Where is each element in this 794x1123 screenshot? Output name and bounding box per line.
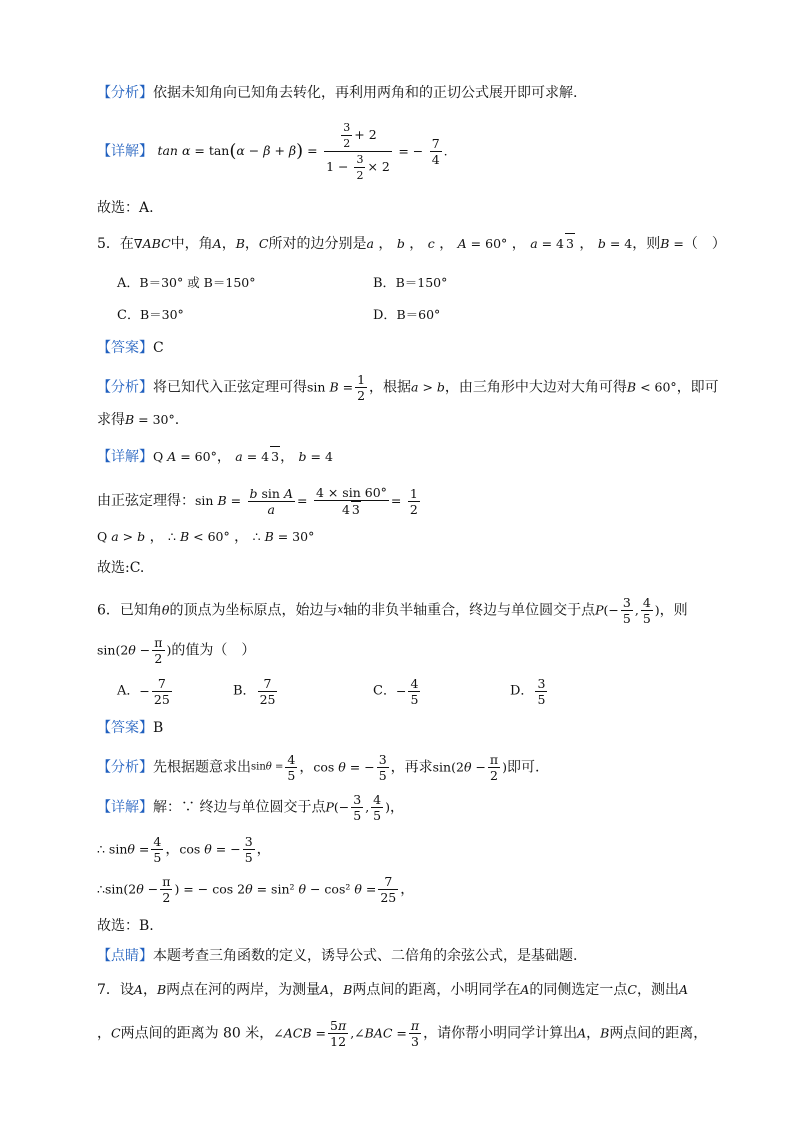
- q5-analysis-line-2: 求得B = 30°.: [97, 412, 180, 428]
- answer-tag: 【答案】: [97, 340, 153, 356]
- q7-stem-1: 7．设A，B两点在河的两岸，为测量A，B两点间的距离，小明同学在A的同侧选定一点C，测出A: [97, 982, 688, 998]
- q5-conclusion: Q a > b ， ∴ B < 60° ， ∴ B = 30°: [97, 529, 315, 545]
- q6-option-b[interactable]: B． $\frac{7}{25}$: [233, 676, 276, 707]
- q5-option-b[interactable]: B．B＝150°: [373, 275, 448, 291]
- prev-detail-line: 【详解】 tan α = tan(α − β + β) = $\frac{3}{2}$ + 2 1 − $\frac{3}{2}$ × 2 = − $\frac{7}{4}$ .: [97, 121, 448, 182]
- q6-result: 故选：B.: [97, 918, 154, 934]
- q6-detail-line: 【详解】解：∵ 终边与单位圆交于点P(− $\frac{3}{5}$ , $\frac{4}{5}$ )，: [97, 792, 405, 823]
- analysis-tag: 【分析】: [97, 85, 153, 101]
- q6-option-c[interactable]: C．− $\frac{4}{5}$: [373, 676, 419, 707]
- q5-sine-rule: 由正弦定理得：sin B = $\frac{\text{b sin A}}{a}$ = $\frac{4 \times \sin 60^\circ}{4 3}$ = $\frac{1}{2}$: [97, 485, 418, 517]
- q5-answer-line: [97, 338, 164, 358]
- q5-option-d[interactable]: D．B＝60°: [373, 307, 441, 323]
- q5-stem: 5．在∇ABC中，角A，B，C所对的边分别是a ， b ， c ， A = 60° ， a = 4 3 ， b = 4，则B =（ ）: [97, 233, 726, 254]
- q6-stem: 6．已知角θ的顶点为坐标原点，始边与x轴的非负半轴重合，终边与单位圆交于点P(− $\frac{3}{5}$ , $\frac{4}{5}$ )，则: [97, 595, 688, 626]
- q5-option-c[interactable]: C．B＝30°: [117, 307, 184, 323]
- q6-option-d[interactable]: D． $\frac{3}{5}$: [510, 676, 546, 707]
- q7-stem-2: ，C两点间的距离为 80 米，∠ACB = $\frac{5\pi}{12}$ ,∠BAC = $\frac{\pi}{3}$ ，请你帮小明同学计算出A，B两点间的距离，: [97, 1018, 708, 1049]
- q6-answer: B: [153, 720, 164, 736]
- q5-answer: C: [153, 340, 164, 356]
- detail-tag: 【详解】: [97, 143, 153, 160]
- q6-comment-line: 【点睛】本题考查三角函数的定义，诱导公式、二倍角的余弦公式，是基础题.: [97, 948, 578, 964]
- tan-formula: tan α = tan(α − β + β) =: [157, 140, 318, 162]
- prev-analysis-line: [97, 83, 577, 103]
- prev-analysis-text: 依据未知角向已知角去转化，再利用两角和的正切公式展开即可求解.: [153, 85, 578, 101]
- q6-sin-cos: ∴ sinθ = $\frac{4}{5}$ ，cos θ = − $\frac{3}{5}$ ，: [97, 834, 271, 865]
- q6-derivation: ∴sin(2θ − $\frac{\pi}{2}$ ) = − cos 2θ = sin² θ − cos² θ = $\frac{7}{25}$ ，: [97, 874, 415, 905]
- tan-result-fraction: $\frac{7}{4}$: [431, 136, 440, 167]
- q6-analysis-line: 【分析】先根据题意求出sinθ = $\frac{4}{5}$ ，cos θ = − $\frac{3}{5}$ ，再求sin(2θ − $\frac{\pi}{2}$ )即可.: [97, 752, 540, 783]
- q5-option-a[interactable]: A．B＝30° 或 B＝150°: [117, 275, 256, 291]
- q5-analysis-line: 【分析】将已知代入正弦定理可得sin B = $\frac{1}{2}$ ，根据a > b，由三角形中大边对大角可得B < 60°，即可: [97, 372, 719, 403]
- q6-stem-2: sin(2θ − $\frac{\pi}{2}$ )的值为（ ）: [97, 635, 256, 666]
- tan-fraction: $\frac{3}{2}$ + 2 1 − $\frac{3}{2}$ × 2: [326, 121, 390, 182]
- q5-result: 故选:C.: [97, 560, 145, 576]
- q5-detail-line: 【详解】Q A = 60°， a = 4 3， b = 4: [97, 446, 333, 467]
- comment-tag: 【点睛】: [97, 948, 153, 964]
- prev-result: 故选：A.: [97, 200, 154, 216]
- q6-option-a[interactable]: A．− $\frac{7}{25}$: [117, 676, 170, 707]
- q6-answer-line: 【答案】B: [97, 720, 164, 736]
